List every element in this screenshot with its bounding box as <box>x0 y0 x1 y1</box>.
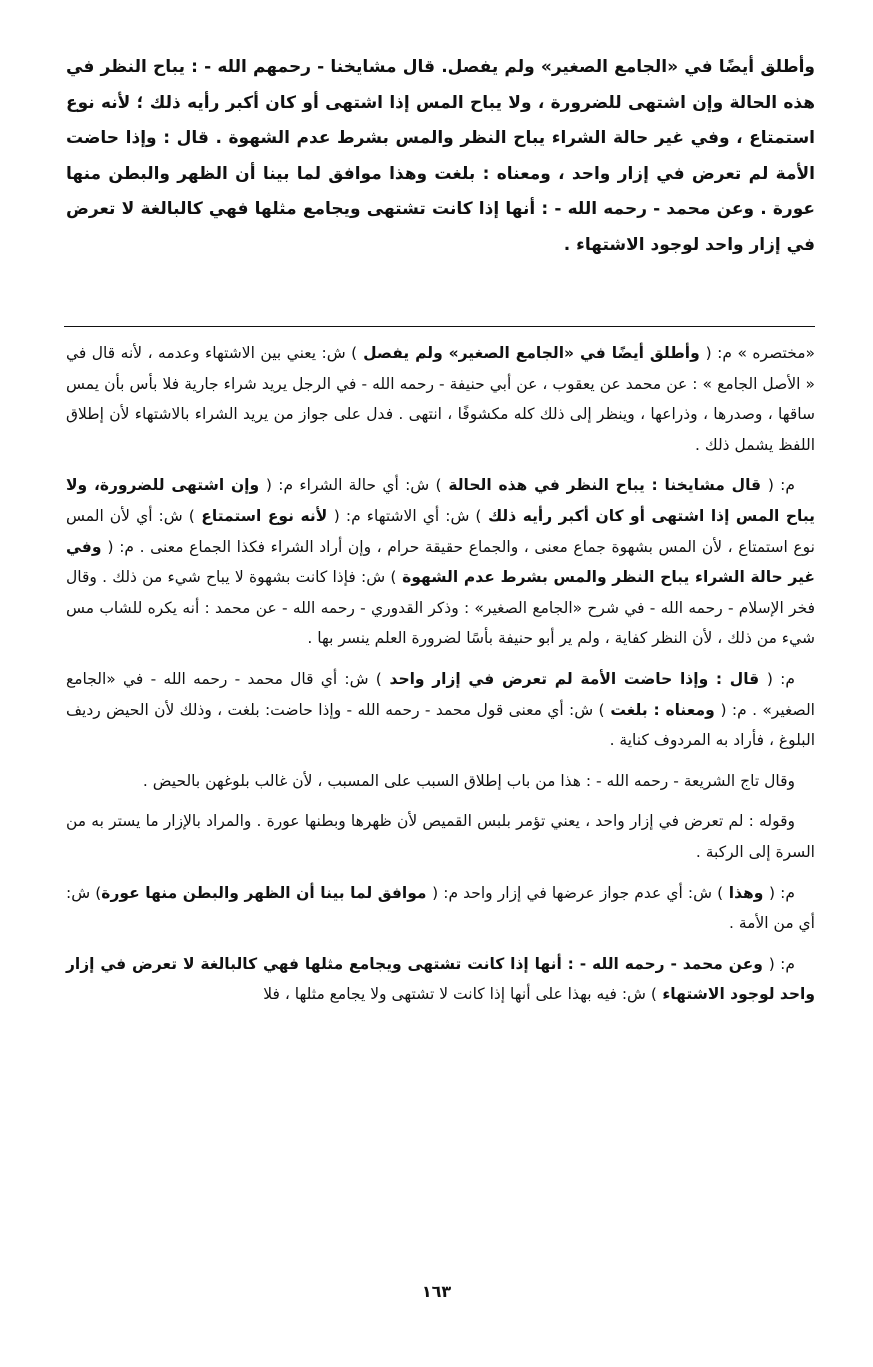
main-text-paragraph: وأطلق أيضًا في «الجامع الصغير» ولم يفصل. قال مشايخنا - رحمهم الله - : يباح النظر في هذه الحالة وإن اشتهى للضرورة ، ولا يباح المس إذا اشتهى أو كان أكبر رأيه ذلك ؛ لأنه نوع استمتاع ، وفي غير حالة الشراء يباح النظر والمس بشرط عدم الشهوة . قال : وإذا حاضت الأمة لم تعرض في إزار واحد ، ومعناه : بلغت وهذا موافق لما بينا أن الظهر والبطن منها عورة . وعن محمد - رحمه الله - : أنها إذا كانت تشتهى ويجامع مثلها فهي كالبالغة لا تعرض في إزار واحد لوجود الاشتهاء . <box>66 57 815 255</box>
commentary-text: ) ش: أي من الأمة . <box>66 883 815 933</box>
commentary-text: م: ( <box>766 669 795 688</box>
quoted-matn: موافق لما بينا أن الظهر والبطن منها عورة <box>101 883 433 902</box>
commentary-paragraph: وقوله : لم تعرض في إزار واحد ، يعني تؤمر بلبس القميص لأن ظهرها وبطنها عورة . والمراد بالإزار ما يستر به من السرة إلى الركبة . <box>66 812 815 861</box>
commentary-paragraph <box>66 338 815 460</box>
quoted-matn: وعن محمد - رحمه الله - : أنها إذا كانت تشتهى ويجامع مثلها فهي كالبالغة لا تعرض في إزار واحد لوجود الاشتهاء <box>66 954 815 1004</box>
quoted-matn: وفي غير حالة الشراء يباح النظر والمس بشرط عدم الشهوة <box>66 537 815 587</box>
commentary-text: ) ش: أي عدم جواز عرضها في إزار واحد م: ( <box>432 883 724 902</box>
quoted-matn: وهذا <box>723 883 770 902</box>
commentary-text: ) ش: أي معنى قول محمد - رحمه الله - وإذا حاضت: بلغت ، وذلك لأن الحيض رديف البلوغ ، فأراد به المردوف كناية . <box>66 700 815 750</box>
commentary-text: ) ش: أي حالة الشراء م: ( <box>265 476 442 495</box>
commentary-text: م: ( <box>769 883 795 902</box>
commentary-text: ) ش: فيه بهذا على أنها إذا كانت لا تشتهى ولا يجامع مثلها ، فلا <box>263 985 657 1004</box>
quoted-matn: وإن اشتهى للضرورة، ولا يباح المس إذا اشتهى أو كان أكبر رأيه ذلك <box>66 476 816 525</box>
commentary-paragraph <box>66 878 815 939</box>
main-text-block <box>66 50 815 263</box>
quoted-matn: قال : وإذا حاضت الأمة لم تعرض في إزار واحد <box>381 669 767 688</box>
commentary-text: ) ش: أي قال محمد - رحمه الله - في «الجامع الصغير» . م: ( <box>66 669 815 719</box>
commentary-paragraph <box>66 664 815 756</box>
quoted-matn: قال مشايخنا : يباح النظر في هذه الحالة <box>441 476 768 495</box>
commentary-text: ) ش: فإذا كانت بشهوة لا يباح شيء من ذلك . وقال فخر الإسلام - رحمه الله - في شرح «الجامع الصغير» : وذكر القدوري - رحمه الله - عن محمد : أنه يكره للشاب مس شيء من ذلك ، لأن النظر كفاية ، ولم ير أبو حنيفة بأسًا لضرورة العلم ينسر بها . <box>66 568 815 648</box>
commentary-text: م: ( <box>767 476 795 495</box>
commentary-paragraph: وقال تاج الشريعة - رحمه الله - : هذا من باب إطلاق السبب على المسبب ، لأن غالب بلوغهن بالحيض . <box>142 771 795 790</box>
commentary-text: م: ( <box>768 954 795 973</box>
quoted-matn: ومعناه : بلغت <box>604 700 721 719</box>
quoted-matn: وأطلق أيضًا في «الجامع الصغير» ولم يفصل <box>357 344 706 362</box>
section-divider <box>64 326 815 327</box>
commentary-text: ) ش: أي لأن المس نوع استمتاع ، لأن المس بشهوة جماع معنى ، والجماع حقيقة حرام ، وإن أراد الشراء فكذا الجماع معنى . م: ( <box>66 506 815 556</box>
quoted-matn: لأنه نوع استمتاع <box>194 506 334 525</box>
page-number: ١٦٣ <box>421 1282 452 1301</box>
commentary-paragraph <box>66 470 815 654</box>
commentary-block <box>66 338 815 1020</box>
commentary-text: ) ش: يعني بين الاشتهاء وعدمه ، لأنه قال في « الأصل الجامع » : عن محمد عن يعقوب ، عن أبي حنيفة - رحمه الله - في الرجل يريد شراء جارية فلا بأس بأن يمس ساقها ، وصدرها ، وذراعها ، وينظر إلى ذلك كله مكشوفًا ، انتهى . فدل على جواز من يريد الشراء بالاشتهاء لأن إطلاق اللفظ يشمل ذلك . <box>66 344 815 454</box>
commentary-text: ) ش: أي الاشتهاء م: ( <box>333 506 482 525</box>
commentary-text: «مختصره » م: ( <box>705 344 815 362</box>
commentary-paragraph <box>66 949 815 1010</box>
